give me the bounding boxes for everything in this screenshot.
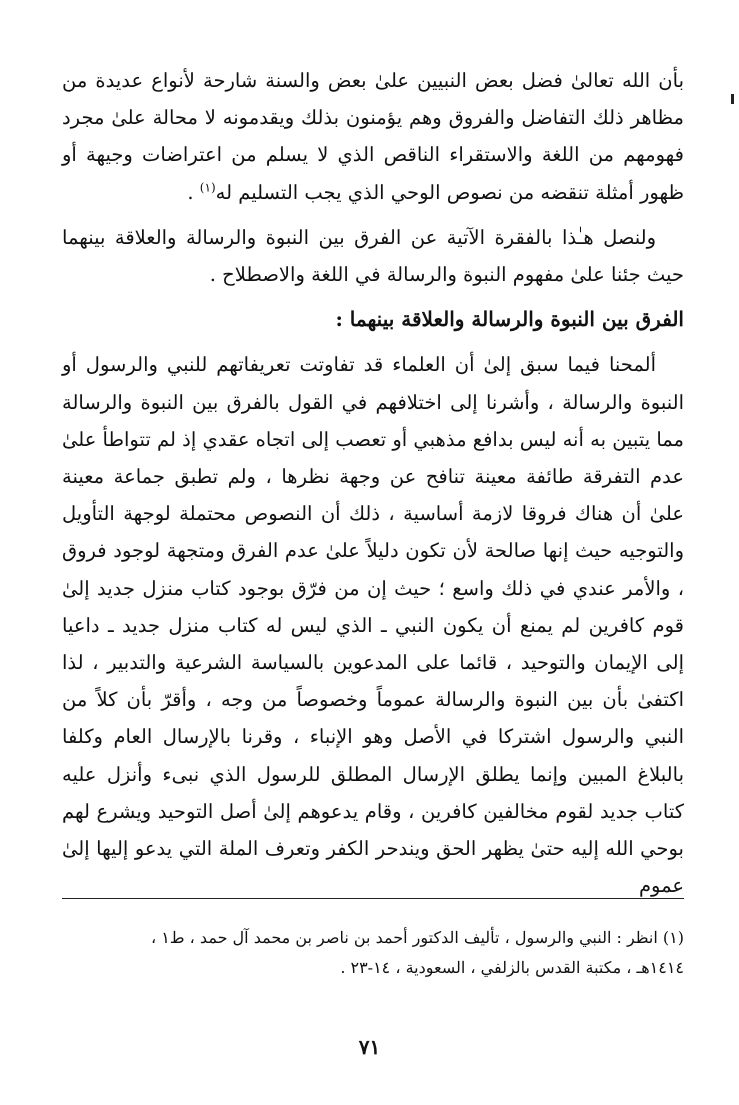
footnote-line-1: (١) انظر : النبي والرسول ، تأليف الدكتور أحمد بن ناصر بن محمد آل حمد ، ط١ ، [150,928,684,947]
paragraph-3: ألمحنا فيما سبق إلىٰ أن العلماء قد تفاوتت تعريفاتهم للنبي والرسول أو النبوة والرسالة ، وأشرنا إلى اختلافهم في القول بالفرق بين النبوة والرسالة مما يتبين به أنه ليس بدافع مذهبي أو تعصب إلى اتجاه عقدي إذ لم تتواطأ علىٰ عدم التفرقة طائفة معينة تنافح عن وجهة نظرها ، ولم تطبق جماعة معينة علىٰ أن هناك فروقا لازمة أساسية ، ذلك أن النصوص محتملة لوجهة التأويل والتوجيه حيث إنها صالحة لأن تكون دليلاً علىٰ عدم الفرق ومتجهة لوجود فروق ، والأمر عندي في ذلك واسع ؛ حيث إن من فرّق بوجود كتاب منزل جديد إلىٰ قوم كافرين لم يمنع أن يكون النبي ـ الذي ليس له كتاب منزل جديد ـ داعيا إلى الإيمان والتوحيد ، قائما على المدعوين بالسياسة الشرعية والتدبير ، لذا اكتفىٰ بأن بين النبوة والرسالة عموماً وخصوصاً من وجه ، وأقرّ بأن كلاً من النبي والرسول اشتركا في الأصل وهو الإنباء ، وقرنا بالإرسال العام وكلفا بالبلاغ المبين وإنما يطلق الإرسال المطلق للرسول الذي نبىء وأنزل عليه كتاب جديد لقوم مخالفين كافرين ، وقام يدعوهم إلىٰ أصل التوحيد ويشرع لهم بوحي الله إليه حتىٰ يظهر الحق ويندحر الكفر وتعرف الملة التي يدعو إليها إلىٰ عموم [62,353,684,898]
paragraph-1-end: . [187,180,200,204]
paragraph-1 [62,62,684,211]
main-text [62,62,684,904]
footnote-reference[interactable]: (١) [199,180,216,195]
footnote [62,923,684,983]
margin-mark [731,94,734,104]
section-heading: الفرق بين النبوة والرسالة والعلاقة بينهما : [335,307,684,332]
footnote-line-2: ١٤١٤هـ ، مكتبة القدس بالزلفي ، السعودية ، ١٤-٢٣ . [340,958,684,977]
paragraph-2: ولنصل هـٰذا بالفقرة الآتية عن الفرق بين النبوة والرسالة والعلاقة بينهما حيث جئنا علىٰ مفهوم النبوة والرسالة في اللغة والاصطلاح . [62,225,684,287]
page-number: ٧١ [358,1035,381,1059]
paragraph-1-text: بأن الله تعالىٰ فضل بعض النبيين علىٰ بعض والسنة شارحة لأنواع عديدة من مظاهر ذلك التفاضل والفروق وهم يؤمنون بذلك ويقدمونه لا محالة علىٰ مجرد فهومهم من اللغة والاستقراء الناقص الذي لا يسلم من اعتراضات وجيهة أو ظهور أمثلة تنقضه من نصوص الوحي الذي يجب التسليم له [62,69,684,204]
footnote-separator [62,898,684,899]
